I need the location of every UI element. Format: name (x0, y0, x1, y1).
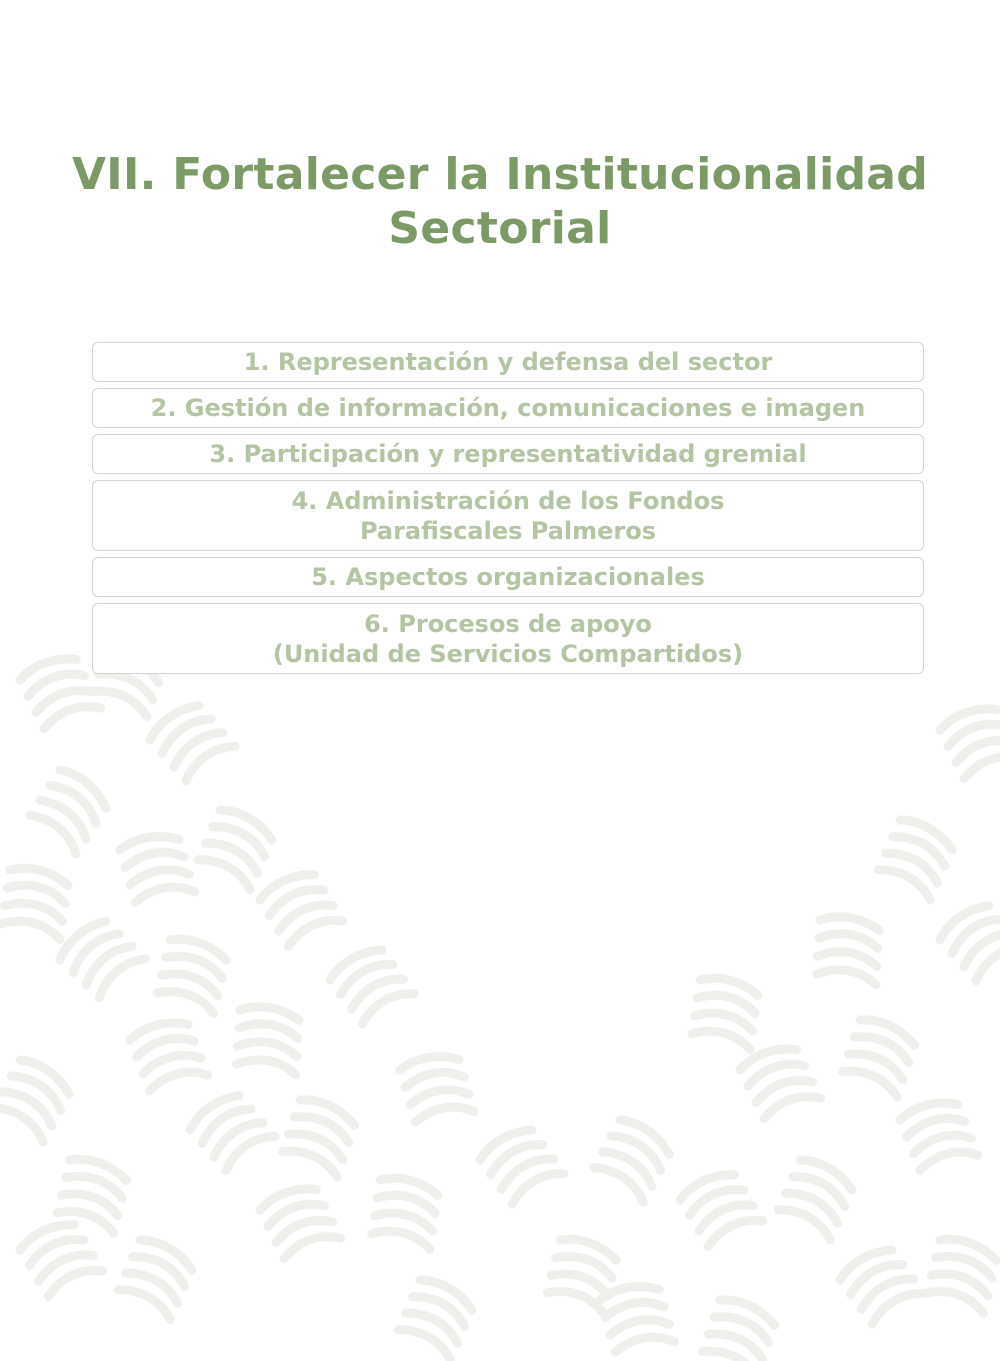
leaf-shape (898, 1096, 978, 1172)
leaf-shape (366, 1173, 446, 1249)
leaf-shape (257, 865, 343, 949)
leaf-shape (0, 1054, 78, 1142)
topic-item-5 (92, 557, 924, 597)
leaf-shape (811, 913, 887, 985)
topic-item-4-line-1: 4. Administración de los Fondos (291, 486, 725, 515)
page-title (0, 148, 1000, 256)
topic-item-1-line-1: 1. Representación y defensa del sector (243, 348, 773, 376)
page-title-line-2: Sectorial (388, 203, 612, 254)
leaf-shape (922, 1233, 1000, 1313)
topic-item-2-line-1: 2. Gestión de información, comunicaciones e imagen (150, 394, 866, 422)
leaf-shape (326, 941, 414, 1027)
topic-item-4 (92, 480, 924, 551)
leaf-shape (697, 1293, 783, 1361)
leaf-shape (193, 804, 281, 890)
leaf-shape (542, 1233, 625, 1313)
leaf-shape (0, 863, 76, 939)
leaf-shape (186, 1086, 275, 1174)
page-title-line-1: VII. Fortalecer la Institucionalidad (71, 149, 929, 200)
leaf-shape (277, 1093, 363, 1177)
leaf-shape (873, 814, 961, 900)
leaf-shape (589, 1114, 678, 1202)
leaf-shape (146, 696, 235, 784)
leaf-shape (936, 896, 1000, 984)
leaf-shape (476, 1121, 564, 1207)
topic-item-5-line-1: 5. Aspectos organizacionales (311, 563, 705, 591)
topic-list (92, 342, 924, 680)
leaf-shape (17, 650, 100, 730)
leaf-shape (119, 831, 195, 903)
topic-item-3 (92, 434, 924, 474)
leaf-shape (686, 973, 766, 1049)
leaf-shape (17, 1215, 103, 1299)
leaf-shape (113, 1234, 201, 1320)
topic-item-2 (92, 388, 924, 428)
topic-item-4-line-2: Parafiscales Palmeros (359, 516, 657, 545)
leaf-shape (128, 1016, 208, 1092)
leaf-shape (937, 700, 1000, 780)
leaf-shape (399, 1051, 475, 1123)
topic-item-6 (92, 603, 924, 674)
topic-item-6-line-1: 6. Procesos de apoyo (364, 609, 652, 638)
leaf-shape (773, 1154, 861, 1240)
topic-item-1 (92, 342, 924, 382)
topic-item-3-line-1: 3. Participación y representatividad gremial (209, 440, 807, 468)
leaf-shape (25, 764, 115, 854)
leaf-shape (152, 933, 235, 1013)
leaf-shape (677, 1165, 763, 1249)
palm-leaf-background-pattern (0, 600, 1000, 1361)
leaf-shape (257, 1180, 340, 1260)
topic-item-6-line-2: (Unidad de Servicios Compartidos) (272, 639, 744, 668)
leaf-shape (393, 1274, 481, 1360)
leaf-shape (837, 1013, 923, 1097)
leaf-shape (836, 1241, 924, 1327)
leaf-shape (231, 1003, 307, 1075)
leaf-shape (599, 1281, 675, 1353)
leaf-shape (55, 912, 145, 1002)
